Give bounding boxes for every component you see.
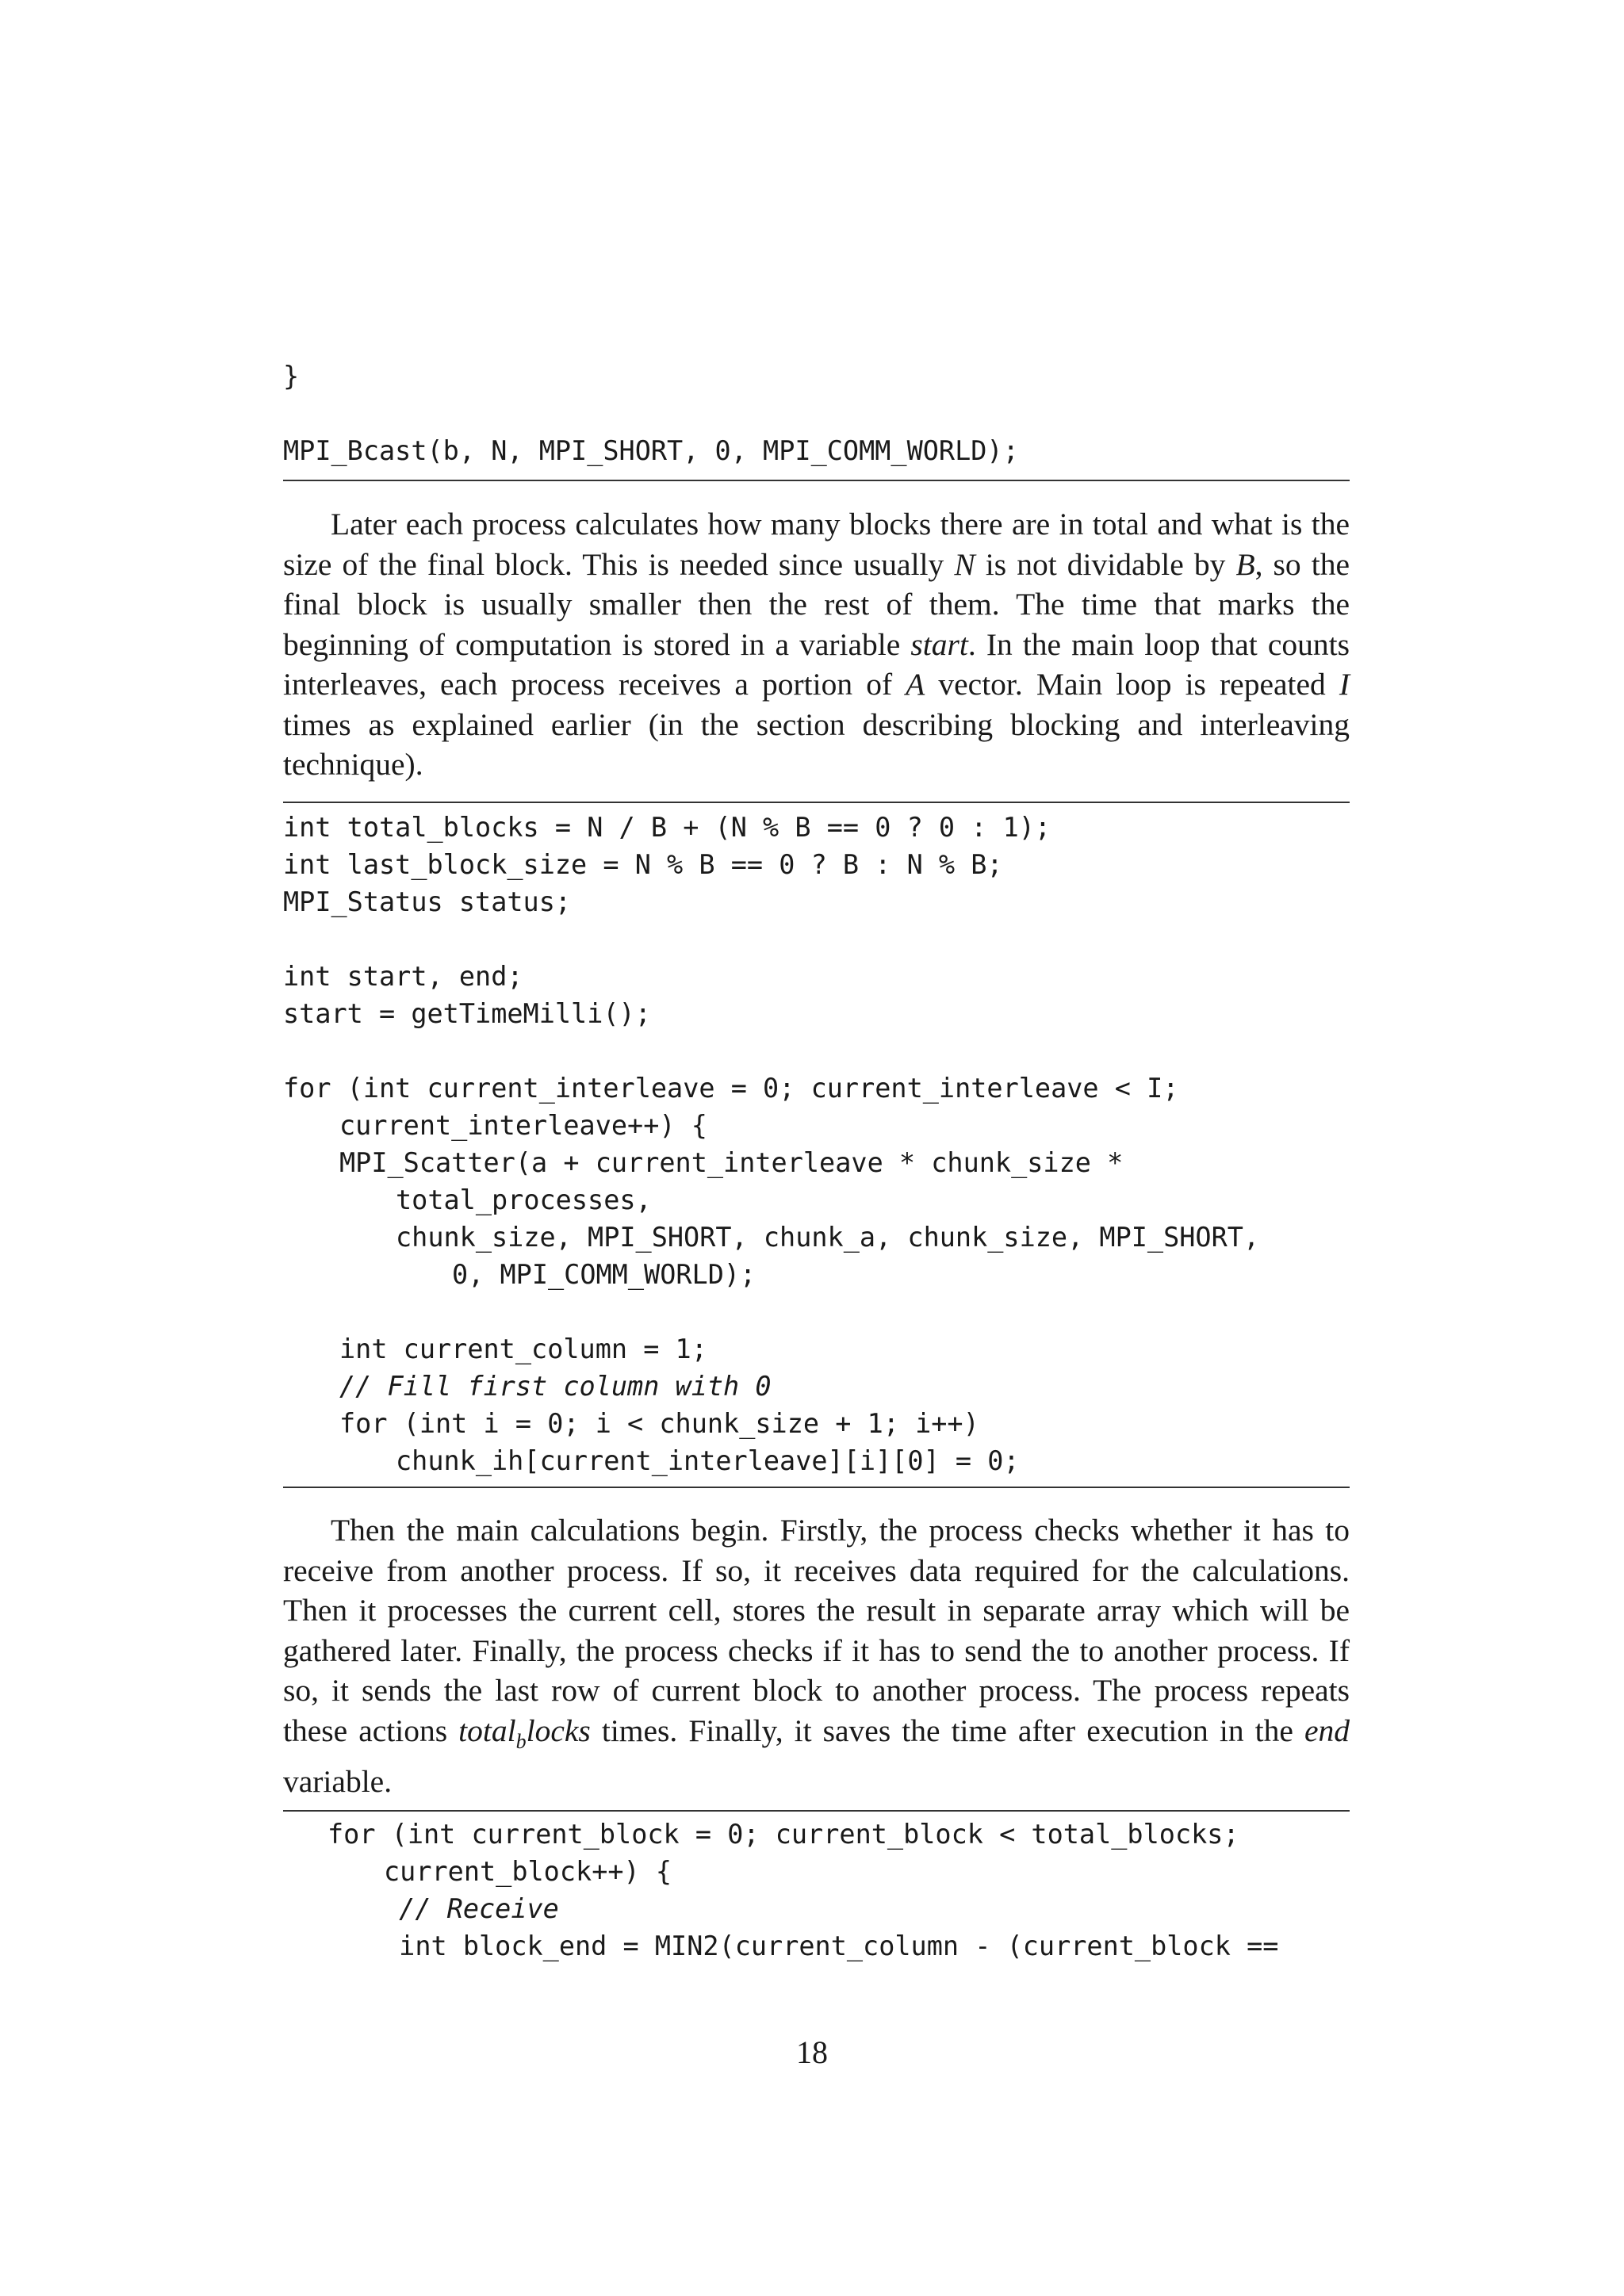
code-line: chunk_ih[current_interleave][i][0] = 0; — [396, 1445, 1020, 1476]
para-text: times as explained earlier (in the section describing blocking and interleaving technique). — [283, 706, 1350, 782]
math-var-a: A — [906, 667, 925, 702]
code-line: int last_block_size = N % B == 0 ? B : N % B; — [283, 849, 1003, 880]
code-line: for (int i = 0; i < chunk_size + 1; i++) — [339, 1408, 979, 1439]
code-line: chunk_size, MPI_SHORT, chunk_a, chunk_size, MPI_SHORT, — [396, 1222, 1260, 1253]
code-line: int start, end; — [283, 961, 523, 992]
code-block-bottom-rule — [283, 480, 1350, 481]
math-var-i: I — [1339, 667, 1350, 702]
code-line: current_interleave++) { — [339, 1110, 707, 1141]
code-line: } — [283, 361, 300, 392]
code-block-top-rule — [283, 802, 1350, 803]
code-block-top-rule — [283, 1810, 1350, 1812]
code-line: start = getTimeMilli(); — [283, 998, 651, 1029]
code-line: int block_end = MIN2(current_column - (current_block == — [399, 1931, 1279, 1961]
para-text: variable. — [283, 1763, 393, 1799]
page-number: 18 — [796, 2034, 828, 2070]
para-text: Then the main calculations begin. Firstly, the process checks whether it has to receive from another process. If so, it receives data required for the calculations. Then it processes the current cell, stores the result in separate array which will be gathered later. Finally, the process checks if it has to send the to another process. If so, it sends the last row of current block to another process. The process repeats these actions — [283, 1513, 1350, 1748]
var-end: end — [1304, 1712, 1350, 1748]
code-line: int total_blocks = N / B + (N % B == 0 ? 0 : 1); — [283, 812, 1051, 843]
math-var-b: B — [1235, 546, 1255, 582]
para-text: vector. Main loop is repeated — [925, 667, 1339, 702]
code-line: int current_column = 1; — [339, 1334, 707, 1364]
code-line: MPI_Status status; — [283, 886, 572, 917]
para-text: , so the final block is usually smaller then the rest of them. The time that marks the beginning of computation is stored in a variable — [283, 546, 1350, 662]
math-var-n: N — [954, 546, 975, 582]
code-line: for (int current_block = 0; current_block < total_blocks; — [327, 1819, 1239, 1850]
para-text: is not dividable by — [975, 546, 1236, 582]
paragraph-main-calculations — [283, 1510, 1350, 1801]
code-line: MPI_Scatter(a + current_interleave * chunk_size * — [339, 1147, 1124, 1178]
paragraph-blocks-explanation — [283, 504, 1350, 785]
code-line: MPI_Bcast(b, N, MPI_SHORT, 0, MPI_COMM_WORLD); — [283, 435, 1019, 466]
para-text: . In the main loop that counts interleaves, each process receives a portion of — [283, 626, 1350, 702]
code-comment-line: // Receive — [399, 1893, 559, 1924]
code-block-main-loop — [283, 809, 1350, 1483]
code-line: 0, MPI_COMM_WORLD); — [452, 1259, 756, 1290]
var-subscript: b — [515, 1729, 527, 1753]
para-text: Later each process calculates how many blocks there are in total and what is the size of the final block. This is needed since usually — [283, 507, 1350, 582]
code-line: for (int current_interleave = 0; current_interleave < I; — [283, 1073, 1179, 1104]
var-total-part: total — [458, 1712, 516, 1748]
code-comment-line: // Fill first column with 0 — [339, 1371, 772, 1402]
code-block-block-loop — [327, 1816, 1350, 1974]
var-total-blocks — [458, 1712, 591, 1753]
code-line: total_processes, — [396, 1184, 652, 1215]
code-block-bottom-rule — [283, 1487, 1350, 1488]
code-block-bcast — [283, 358, 1350, 476]
var-locks-part: locks — [526, 1712, 591, 1748]
var-start: start — [910, 626, 968, 662]
para-text: times. Finally, it saves the time after execution in the — [590, 1712, 1304, 1748]
code-line: current_block++) { — [384, 1856, 672, 1887]
